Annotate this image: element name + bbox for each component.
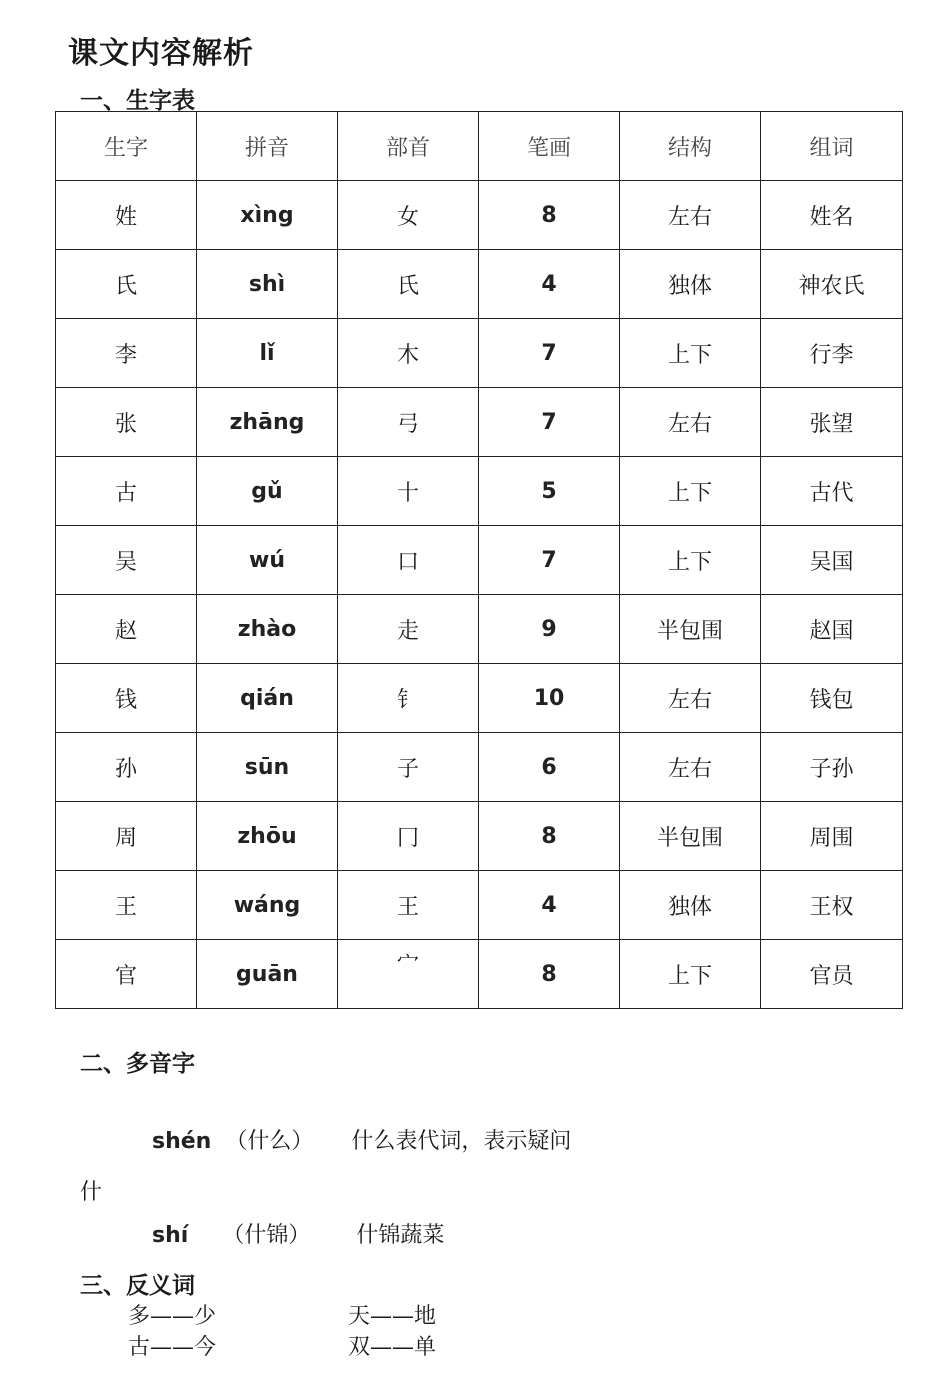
cell-structure: 上下 [620,526,761,595]
cell-radical: 冂 [338,802,479,871]
char-table [55,111,903,1009]
cell-pinyin: zhāng [197,388,338,457]
cell-strokes: 10 [479,664,620,733]
cell-pinyin: wáng [197,871,338,940]
header-radical: 部首 [338,112,479,181]
cell-char: 氏 [56,250,197,319]
cell-strokes: 5 [479,457,620,526]
antonym-pair: 古——今 [128,1335,217,1360]
cell-pinyin: xìng [197,181,338,250]
header-pinyin: 拼音 [197,112,338,181]
cell-strokes: 8 [479,940,620,1009]
cell-char: 钱 [56,664,197,733]
cell-words: 王权 [761,871,903,940]
cell-words: 行李 [761,319,903,388]
cell-strokes: 4 [479,871,620,940]
antonym-pair: 多——少 [128,1304,217,1329]
polyphone-char: 什 [80,1180,103,1205]
section-heading-char-table: 一、生字表 [80,88,195,114]
cell-radical: 口 [338,526,479,595]
cell-structure: 左右 [620,664,761,733]
cell-words: 张望 [761,388,903,457]
cell-structure: 左右 [620,181,761,250]
cell-radical: 王 [338,871,479,940]
cell-strokes: 9 [479,595,620,664]
table-row [56,319,903,388]
table-row [56,733,903,802]
cell-words: 姓名 [761,181,903,250]
cell-pinyin: qián [197,664,338,733]
section-heading-antonyms: 三、反义词 [80,1273,195,1299]
table-row [56,250,903,319]
reading-word: （什么） [225,1129,314,1154]
cell-radical: 钅 [338,664,479,733]
cell-structure: 上下 [620,319,761,388]
cell-strokes: 6 [479,733,620,802]
header-words: 组词 [761,112,903,181]
antonym-pair: 双——单 [348,1335,437,1360]
table-row [56,871,903,940]
cell-structure: 独体 [620,871,761,940]
cell-structure: 半包围 [620,802,761,871]
table-row [56,526,903,595]
cell-structure: 左右 [620,733,761,802]
table-row [56,664,903,733]
cell-char: 张 [56,388,197,457]
cell-structure: 半包围 [620,595,761,664]
cell-radical: 氏 [338,250,479,319]
cell-radical: 女 [338,181,479,250]
cell-char: 吴 [56,526,197,595]
reading-note: 什么表代词，表示疑问 [351,1129,572,1154]
table-row [56,457,903,526]
cell-char: 周 [56,802,197,871]
cell-structure: 独体 [620,250,761,319]
polyphone-reading-2 [152,1218,444,1249]
cell-words: 周围 [761,802,903,871]
antonym-pair: 天——地 [348,1304,437,1329]
cell-words: 赵国 [761,595,903,664]
table-row [56,802,903,871]
cell-words: 官员 [761,940,903,1009]
cell-radical: 子 [338,733,479,802]
cell-pinyin: guān [197,940,338,1009]
cell-char: 姓 [56,181,197,250]
cell-strokes: 7 [479,526,620,595]
cell-radical: 走 [338,595,479,664]
reading-word: （什锦） [222,1223,311,1248]
table-row [56,388,903,457]
header-strokes: 笔画 [479,112,620,181]
cell-pinyin: sūn [197,733,338,802]
cell-char: 孙 [56,733,197,802]
header-char: 生字 [56,112,197,181]
cell-structure: 左右 [620,388,761,457]
cell-pinyin: zhào [197,595,338,664]
page-title: 课文内容解析 [68,36,254,71]
cell-strokes: 4 [479,250,620,319]
cell-pinyin: wú [197,526,338,595]
cell-words: 神农氏 [761,250,903,319]
cell-structure: 上下 [620,457,761,526]
cell-char: 古 [56,457,197,526]
section-heading-polyphone: 二、多音字 [80,1051,195,1077]
table-row [56,940,903,1009]
cell-strokes: 7 [479,388,620,457]
cell-char: 李 [56,319,197,388]
cell-structure: 上下 [620,940,761,1009]
cell-words: 钱包 [761,664,903,733]
cell-words: 古代 [761,457,903,526]
cell-pinyin: zhōu [197,802,338,871]
cell-pinyin: gǔ [197,457,338,526]
reading-pinyin: shí [152,1223,189,1248]
reading-pinyin: shén [152,1129,212,1154]
cell-words: 子孙 [761,733,903,802]
cell-char: 官 [56,940,197,1009]
cell-strokes: 8 [479,802,620,871]
header-structure: 结构 [620,112,761,181]
cell-char: 赵 [56,595,197,664]
cell-pinyin: lǐ [197,319,338,388]
cell-char: 王 [56,871,197,940]
cell-strokes: 7 [479,319,620,388]
table-row [56,595,903,664]
cell-pinyin: shì [197,250,338,319]
cell-strokes: 8 [479,181,620,250]
cell-radical [338,940,479,1009]
reading-note: 什锦蔬菜 [356,1223,445,1248]
cell-radical: 十 [338,457,479,526]
polyphone-reading-1 [152,1124,571,1155]
cell-words: 吴国 [761,526,903,595]
cell-radical: 木 [338,319,479,388]
cell-radical: 弓 [338,388,479,457]
table-header-row [56,112,903,181]
table-row [56,181,903,250]
cell-radical-glyph: 宀 [396,952,419,977]
